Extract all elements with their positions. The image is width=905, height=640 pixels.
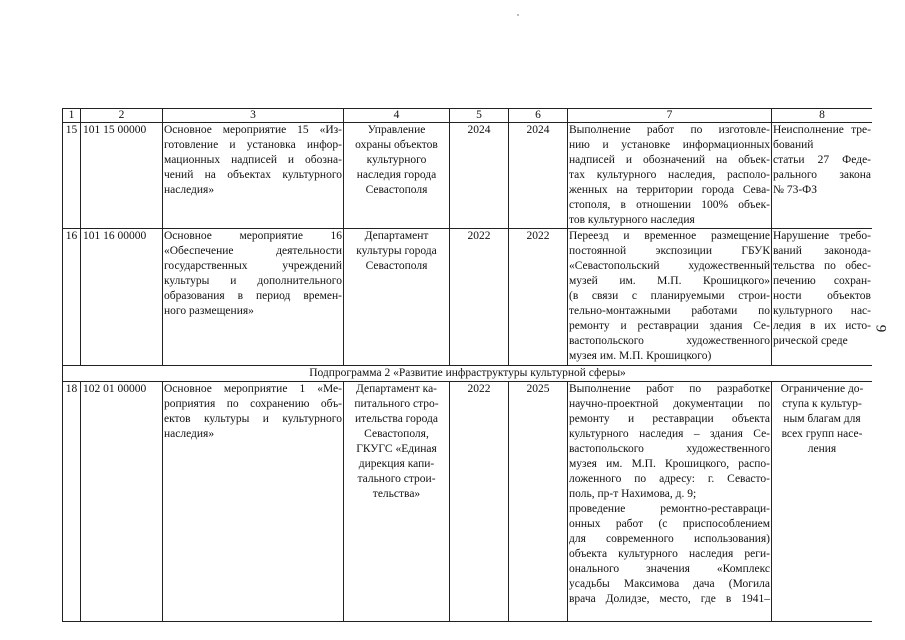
- result-line: ложенного по адресу: г. Севасто-: [569, 473, 770, 485]
- consequence-line: статьи 27 Феде-: [773, 154, 871, 166]
- consequences-cell: [772, 382, 873, 622]
- event-line: роприятия по сохранению объ-: [164, 398, 342, 410]
- executor-line: тального строи-: [357, 473, 436, 485]
- result-line: стополя, в отношении 100% объек-: [569, 199, 770, 211]
- event-line: готовление и установка инфор-: [164, 139, 342, 151]
- consequence-line: ступа к культур-: [782, 398, 862, 410]
- header-cell: 7: [568, 109, 772, 123]
- row-code: 101 15 00000: [81, 123, 163, 229]
- executor-line: питального стро-: [354, 398, 439, 410]
- result-line: поль, пр-т Нахимова, д. 9;: [569, 488, 697, 500]
- row-number: 18: [63, 382, 81, 622]
- result-line: врача Долидзе, место, где в 1941–: [569, 593, 770, 605]
- executor-line: Севастополя: [365, 260, 428, 272]
- row-code: 101 16 00000: [81, 229, 163, 366]
- consequence-line: № 73-ФЗ: [773, 184, 818, 196]
- header-cell: 1: [63, 109, 81, 123]
- table-row: [63, 123, 873, 229]
- event-line: мационных надписей и обозна-: [164, 154, 342, 166]
- result-line: онального значения «Комплекс: [569, 563, 770, 575]
- program-table-container: [62, 108, 872, 640]
- consequences-cell: [772, 123, 873, 229]
- result-cell: [568, 229, 772, 366]
- program-table: [62, 108, 872, 622]
- executor-cell: [344, 382, 450, 622]
- result-line: нию и установке информационных: [569, 139, 770, 151]
- event-cell: [163, 123, 344, 229]
- subprogram-title: Подпрограмма 2 «Развитие инфраструктуры культурной сферы»: [63, 366, 873, 382]
- start-year: 2022: [450, 229, 509, 366]
- result-line: Выполнение работ по разработке: [569, 383, 770, 395]
- event-line: Основное мероприятие 15 «Из-: [164, 124, 342, 136]
- subprogram-row: [63, 366, 873, 382]
- header-cell: 3: [163, 109, 344, 123]
- consequence-line: ным благам для: [783, 413, 861, 425]
- executor-line: культурного: [366, 154, 427, 166]
- result-line: музей им. М.П. Крошицкого»: [569, 275, 770, 287]
- result-line: проведение ремонтно-реставраци-: [569, 503, 770, 515]
- result-line: (в связи с планируемыми строи-: [569, 290, 770, 302]
- table-header-row: [63, 109, 873, 123]
- executor-line: Департамент: [364, 230, 429, 242]
- consequence-line: ледия в их исто-: [773, 320, 871, 332]
- result-line: ремонту и реставрации здания Се-: [569, 320, 770, 332]
- consequence-line: ваний законода-: [773, 245, 871, 257]
- executor-line: дирекция капи-: [358, 458, 435, 470]
- consequence-line: культурного нас-: [773, 305, 871, 317]
- executor-line: ГКУГС «Единая: [356, 443, 437, 455]
- result-line: онных работ (с приспособлением: [569, 518, 770, 530]
- header-cell: 2: [81, 109, 163, 123]
- row-number: 16: [63, 229, 81, 366]
- event-line: наследия»: [164, 428, 215, 440]
- executor-line: охраны объектов: [355, 139, 438, 151]
- event-line: Основное мероприятие 1 «Ме-: [164, 383, 342, 395]
- consequence-line: Неисполнение тре-: [773, 124, 871, 136]
- result-cell: [568, 123, 772, 229]
- result-line: музея им. М.П. Крошицкого, распо-: [569, 458, 770, 470]
- event-line: образования в период времен-: [164, 290, 342, 302]
- executor-line: тельства»: [372, 488, 421, 500]
- row-number: 15: [63, 123, 81, 229]
- end-year: 2022: [509, 229, 568, 366]
- page-number: 9: [872, 324, 889, 333]
- consequence-line: рической среде: [773, 335, 848, 347]
- event-cell: [163, 229, 344, 366]
- event-line: культуры и дополнительного: [164, 275, 342, 287]
- result-cell: [568, 382, 772, 622]
- result-line: объекта культурного наследия реги-: [569, 548, 770, 560]
- consequence-line: всех групп насе-: [781, 428, 863, 440]
- result-line: культурного наследия – здания Се-: [569, 428, 770, 440]
- consequence-line: ления: [807, 443, 837, 455]
- consequence-line: бований: [773, 139, 814, 151]
- result-line: «Севастопольский художественный: [569, 260, 770, 272]
- executor-line: культуры города: [356, 245, 437, 257]
- event-line: государственных учреждений: [164, 260, 342, 272]
- event-line: ектов культуры и культурного: [164, 413, 342, 425]
- consequence-line: печению сохран-: [773, 275, 871, 287]
- event-line: Основное мероприятие 16: [164, 230, 342, 242]
- start-year: 2024: [450, 123, 509, 229]
- result-line: тов культурного наследия: [569, 214, 695, 226]
- consequence-line: тельства по обес-: [773, 260, 871, 272]
- header-cell: 6: [509, 109, 568, 123]
- executor-line: Севастополя,: [364, 428, 429, 440]
- header-cell: 4: [344, 109, 450, 123]
- table-row: [63, 229, 873, 366]
- consequences-cell: [772, 229, 873, 366]
- result-line: усадьбы Максимова дача (Могила: [569, 578, 770, 590]
- result-line: женных на территории города Сева-: [569, 184, 770, 196]
- executor-line: ительства города: [355, 413, 438, 425]
- result-line: научно-проектной документации по: [569, 398, 770, 410]
- executor-line: Управление: [367, 124, 426, 136]
- event-line: наследия»: [164, 184, 215, 196]
- executor-line: Севастополя: [365, 184, 428, 196]
- result-line: вастопольского художественного: [569, 443, 770, 455]
- row-code: 102 01 00000: [81, 382, 163, 622]
- executor-cell: [344, 123, 450, 229]
- result-line: музея им. М.П. Крошицкого): [569, 350, 712, 362]
- end-year: 2024: [509, 123, 568, 229]
- consequence-line: рального закона: [773, 169, 871, 181]
- consequence-line: Ограничение до-: [780, 383, 864, 395]
- event-line: ного размещения»: [164, 305, 254, 317]
- result-line: надписей и обозначений на объек-: [569, 154, 770, 166]
- result-line: вастопольского художественного: [569, 335, 770, 347]
- executor-line: наследия города: [356, 169, 437, 181]
- consequence-line: ности объектов: [773, 290, 871, 302]
- start-year: 2022: [450, 382, 509, 622]
- end-year: 2025: [509, 382, 568, 622]
- executor-line: Департамент ка-: [356, 383, 437, 395]
- consequence-line: Нарушение требо-: [773, 230, 871, 242]
- result-line: тельно-монтажными работами по: [569, 305, 770, 317]
- result-line: тах культурного наследия, располо-: [569, 169, 770, 181]
- header-cell: 8: [772, 109, 873, 123]
- header-cell: 5: [450, 109, 509, 123]
- event-line: «Обеспечение деятельности: [164, 245, 342, 257]
- event-cell: [163, 382, 344, 622]
- result-line: Выполнение работ по изготовле-: [569, 124, 770, 136]
- result-line: постоянной экспозиции ГБУК: [569, 245, 770, 257]
- event-line: чений на объектах культурного: [164, 169, 342, 181]
- result-line: для современного использования): [569, 533, 770, 545]
- executor-cell: [344, 229, 450, 366]
- result-line: ремонту и реставрации объекта: [569, 413, 770, 425]
- table-row: [63, 382, 873, 622]
- result-line: Переезд и временное размещение: [569, 230, 770, 242]
- scan-speck: [517, 14, 519, 16]
